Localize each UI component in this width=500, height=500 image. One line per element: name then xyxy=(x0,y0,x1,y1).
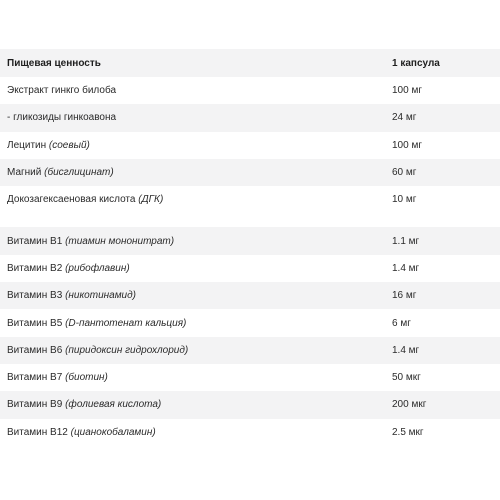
table-row xyxy=(0,364,500,391)
table-row xyxy=(0,159,500,186)
nutrient-amount: 1.1 мг xyxy=(392,235,420,247)
nutrient-amount: 24 мг xyxy=(392,112,417,124)
table-row xyxy=(0,255,500,282)
nutrient-name: Витамин B12 (цианокобаламин) xyxy=(7,426,156,438)
nutrient-amount: 100 мг xyxy=(392,139,422,151)
table-row xyxy=(0,227,500,254)
table-row xyxy=(0,337,500,364)
nutrient-name: Магний (бисглицинат) xyxy=(7,167,114,179)
nutrient-name: Витамин B2 (рибофлавин) xyxy=(7,262,130,274)
table-row xyxy=(0,419,500,446)
table-row xyxy=(0,77,500,104)
group-divider xyxy=(0,213,500,227)
nutrient-name: Витамин B5 (D-пантотенат кальция) xyxy=(7,317,187,329)
nutrient-amount: 1.4 мг xyxy=(392,262,420,274)
nutrient-amount: 1.4 мг xyxy=(392,344,420,356)
nutrient-name: Витамин B7 (биотин) xyxy=(7,372,108,384)
nutrient-amount: 10 мг xyxy=(392,194,417,206)
table-row xyxy=(0,282,500,309)
nutrient-name: Витамин B3 (никотинамид) xyxy=(7,290,136,302)
header-nutrition-label: Пищевая ценность xyxy=(7,57,101,69)
nutrient-name: Докозагексаеновая кислота (ДГК) xyxy=(7,194,164,206)
nutrient-amount: 16 мг xyxy=(392,290,417,302)
nutrient-name: Витамин B9 (фолиевая кислота) xyxy=(7,399,162,411)
nutrition-table xyxy=(0,49,500,446)
table-row xyxy=(0,186,500,213)
header-serving-label: 1 капсула xyxy=(392,57,440,69)
nutrient-name: Лецитин (соевый) xyxy=(7,139,90,151)
nutrient-amount: 6 мг xyxy=(392,317,411,329)
nutrient-name: Витамин B1 (тиамин мононитрат) xyxy=(7,235,175,247)
table-row xyxy=(0,104,500,131)
table-header-row xyxy=(0,49,500,77)
nutrient-amount: 100 мг xyxy=(392,85,422,97)
table-row xyxy=(0,309,500,336)
nutrient-name: Экстракт гинкго билоба xyxy=(7,85,117,97)
nutrient-amount: 60 мг xyxy=(392,167,417,179)
nutrient-name: - гликозиды гинкоавона xyxy=(7,112,117,124)
nutrient-name: Витамин B6 (пиридоксин гидрохлорид) xyxy=(7,344,189,356)
table-row xyxy=(0,132,500,159)
nutrient-amount: 50 мкг xyxy=(392,372,421,384)
nutrient-amount: 200 мкг xyxy=(392,399,427,411)
nutrient-amount: 2.5 мкг xyxy=(392,426,424,438)
table-row xyxy=(0,391,500,418)
